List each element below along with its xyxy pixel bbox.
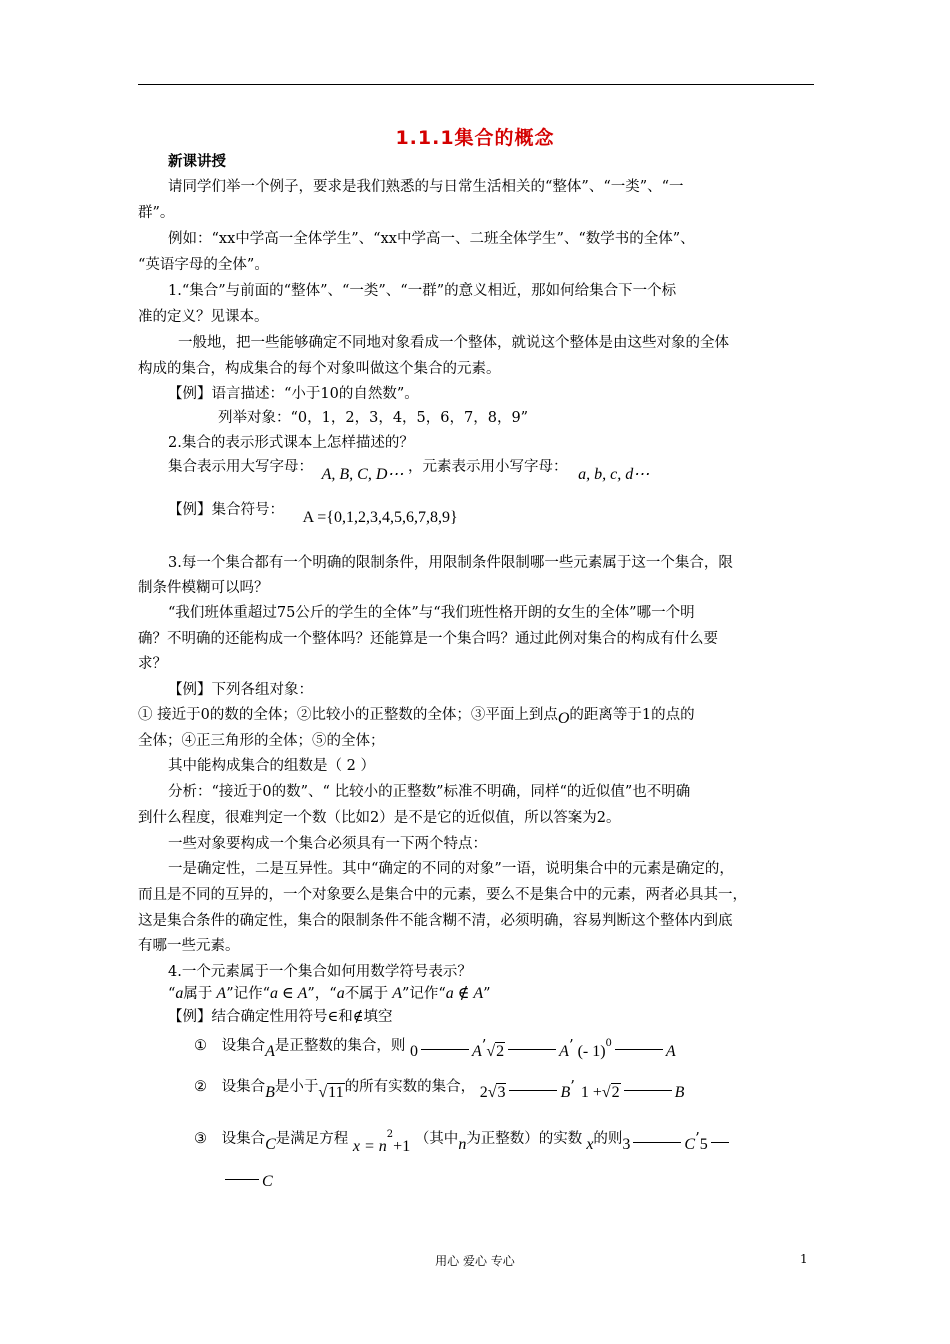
text: 的所有实数的集合， — [344, 1079, 476, 1095]
exercise-1: ① 设集合A是正整数的集合，则 0 A’√2 A’ (- 1)$^0$ A — [194, 1037, 676, 1060]
coefficient: 2 — [479, 1084, 488, 1101]
page-footer: 用心 爱心 专心 — [435, 1254, 515, 1268]
example-1-list: 列举对象：“0，1，2，3，4，5，6，7，8，9” — [218, 410, 529, 426]
question-2: 2.集合的表示形式课本上怎样描述的？ — [168, 435, 414, 451]
sqrt-radicand: 11 — [328, 1084, 344, 1101]
question-3: 3.每一个集合都有一个明确的限制条件，用限制条件限制哪一些元素属于这一个集合，限 — [168, 555, 733, 571]
set-C: C — [262, 1173, 273, 1190]
number: 3 — [622, 1135, 631, 1153]
definition-line: 一般地，把一些能够确定不同地对象看成一个整体，就说这个整体是由这些对象的全体 — [178, 335, 729, 351]
paragraph-line: 准的定义？见课本。 — [138, 309, 269, 325]
in-notation: a ∈ A — [270, 985, 308, 1002]
text: 是满足方程 — [275, 1130, 349, 1147]
sqrt-radicand: 3 — [497, 1084, 506, 1101]
sqrt-radicand: 2 — [611, 1084, 620, 1101]
exponent: 0 — [605, 1038, 612, 1049]
fill-blank[interactable] — [508, 1049, 556, 1050]
set-C: C — [684, 1135, 696, 1153]
fill-blank[interactable] — [509, 1090, 557, 1091]
text: 设集合 — [221, 1079, 266, 1095]
section-heading: 新课讲授 — [168, 154, 226, 170]
notin-notation: a ∉ A — [445, 985, 484, 1002]
example-1: 【例】语言描述：“小于10的自然数”。 — [168, 386, 419, 402]
example-2 — [168, 500, 458, 526]
exponent: 2 — [386, 1129, 394, 1140]
set-A: A — [665, 1042, 676, 1060]
text: 不属于 — [344, 986, 389, 1002]
number: 0 — [410, 1042, 418, 1060]
set-B: B — [265, 1084, 275, 1101]
separator: ’ — [481, 1037, 487, 1054]
membership-line — [168, 984, 491, 1004]
set-A: A — [265, 1042, 275, 1060]
symbol-a: a — [336, 985, 345, 1002]
item-number: ② — [194, 1079, 207, 1095]
fill-blank[interactable] — [624, 1090, 672, 1091]
number: 5 — [699, 1135, 708, 1153]
set-notation: A ={0,1,2,3,4,5,6,7,8,9} — [302, 509, 458, 526]
fill-blank[interactable] — [711, 1142, 729, 1143]
text: ① 接近于0的数的全体；②比较小的正整数的全体；③平面上到点 — [138, 707, 558, 723]
text: 属于 — [183, 986, 213, 1002]
text: 的则 — [593, 1130, 623, 1147]
equation-term: +1 — [393, 1137, 411, 1155]
text: 【例】集合符号： — [168, 502, 284, 518]
fill-blank[interactable] — [225, 1179, 259, 1180]
text: （其中 — [414, 1130, 459, 1147]
text: ”记作“ — [401, 986, 446, 1002]
definition-line: 构成的集合，构成集合的每个对象叫做这个集合的元素。 — [138, 361, 501, 377]
paragraph-line: “英语字母的全体”。 — [138, 257, 269, 273]
item-number: ③ — [194, 1130, 207, 1147]
paragraph-line: 请同学们举一个例子，要求是我们熟悉的与日常生活相关的“整体”、“一类”、“一 — [168, 179, 684, 195]
text: ，元素表示用小写字母： — [408, 459, 568, 475]
paragraph-line: 一是确定性，二是互异性。其中“确定的不同的对象”一语，说明集合中的元素是确定的， — [168, 861, 734, 877]
expression: 1 + — [580, 1084, 602, 1101]
text: “ — [168, 986, 176, 1002]
symbol-n: n — [458, 1135, 467, 1153]
paragraph-line: 这是集合条件的确定性，集合的限制条件不能含糊不清，必须明确，容易判断这个整体内到底 — [138, 913, 733, 929]
uppercase-letters: A, B, C, D⋯ — [321, 466, 404, 483]
text: 设集合 — [221, 1130, 266, 1147]
exercise-3 — [194, 1125, 732, 1155]
text: ”记作“ — [226, 986, 271, 1002]
separator: ’ — [568, 1037, 574, 1054]
paragraph-line: 求？ — [138, 656, 167, 672]
exercise-2: ② 设集合B是小于√11的所有实数的集合， 2√3 B’ 1 +√2 B — [194, 1079, 685, 1101]
question-1: 1.“集合”与前面的“整体”、“一类”、“一群”的意义相近，那如何给集合下一个标 — [168, 283, 677, 299]
text: ”，“ — [307, 986, 337, 1002]
representation-line — [168, 457, 650, 483]
question-4: 4.一个元素属于一个集合如何用数学符号表示？ — [168, 964, 472, 980]
example-4: 【例】结合确定性用符号∈和∉填空 — [168, 1009, 393, 1025]
paragraph-line: 确？不明确的还能构成一个整体吗？还能算是一个集合吗？通过此例对集合的构成有什么要 — [138, 631, 718, 647]
symbol-a: a — [175, 985, 184, 1002]
text: 集合表示用大写字母： — [168, 459, 313, 475]
example-3: 【例】下列各组对象： — [168, 682, 313, 698]
example-3-items — [138, 705, 695, 725]
paragraph-line: 全体；④正三角形的全体；⑤的全体； — [138, 733, 385, 749]
set-A: A — [559, 1042, 569, 1060]
header-rule — [138, 84, 814, 85]
answer-line: 其中能构成集合的组数是（ 2 ） — [168, 758, 375, 774]
paragraph-line: 而且是不同的互异的，一个对象要么是集合中的元素，要么不是集合中的元素，两者必具其一， — [138, 887, 747, 903]
fill-blank[interactable] — [633, 1142, 681, 1143]
expression: (- 1) — [577, 1042, 606, 1060]
exercise-3-continued — [222, 1172, 273, 1192]
paragraph-line: 制条件模糊可以吗？ — [138, 580, 269, 596]
sqrt-radicand: 2 — [496, 1042, 505, 1060]
lowercase-letters: a, b, c, d⋯ — [578, 466, 650, 483]
set-B: B — [674, 1084, 685, 1101]
set-B: B — [560, 1084, 571, 1101]
set-A: A — [472, 1042, 482, 1060]
fill-blank[interactable] — [421, 1049, 469, 1050]
paragraph-line: 一些对象要构成一个集合必须具有一下两个特点： — [168, 836, 487, 852]
analysis-line: 分析：“接近于0的数”、“ 比较小的正整数”标准不明确，同样“的近似值”也不明确 — [168, 784, 691, 800]
paragraph-line: 群”。 — [138, 205, 175, 221]
separator: ’ — [570, 1079, 575, 1095]
point-o: O — [557, 710, 570, 727]
paragraph-line: 例如：“xx中学高一全体学生”、“xx中学高一、二班全体学生”、“数学书的全体”、 — [168, 231, 695, 247]
equation: x = n — [352, 1137, 387, 1155]
symbol-A: A — [216, 985, 227, 1002]
text: 设集合 — [221, 1037, 266, 1054]
item-number: ① — [194, 1037, 207, 1054]
text: 的距离等于1的点的 — [569, 707, 695, 723]
page-title: 1.1.1集合的概念 — [395, 127, 555, 149]
separator: ’ — [695, 1130, 700, 1147]
paragraph-line: “我们班体重超过75公斤的学生的全体”与“我们班性格开朗的女生的全体”哪一个明 — [168, 605, 695, 621]
symbol-A: A — [392, 985, 402, 1002]
paragraph-line: 有哪一些元素。 — [138, 938, 240, 954]
analysis-line: 到什么程度，很难判定一个数（比如2）是不是它的近似值，所以答案为2。 — [138, 810, 621, 826]
text: 是小于 — [274, 1079, 319, 1095]
text: 为正整数）的实数 — [466, 1130, 583, 1147]
text: ” — [483, 986, 491, 1002]
set-C: C — [265, 1135, 276, 1153]
symbol-x: x — [586, 1135, 594, 1153]
text: 是正整数的集合，则 — [274, 1037, 406, 1054]
fill-blank[interactable] — [615, 1049, 663, 1050]
page-number: 1 — [800, 1252, 808, 1266]
